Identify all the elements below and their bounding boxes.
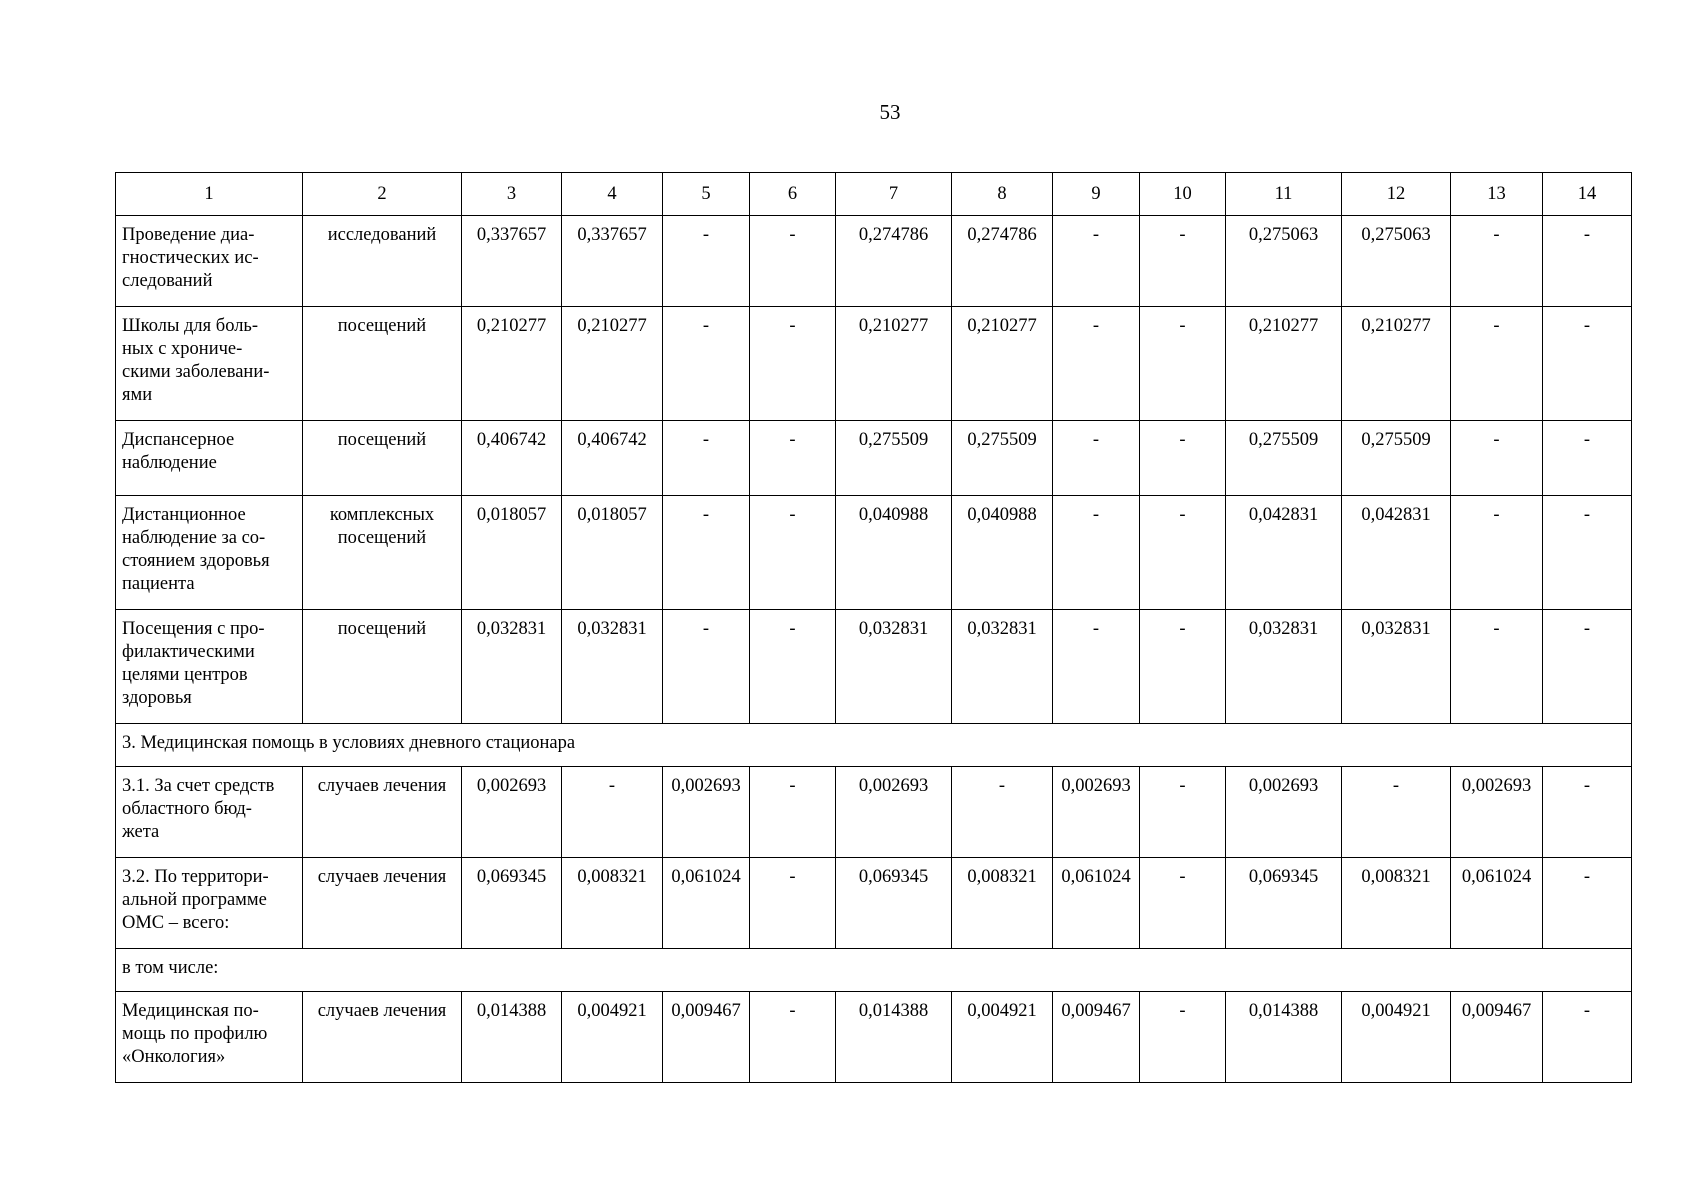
value-cell: 0,210277: [836, 307, 952, 421]
indicator-name: Посещения с про- филактическими целями центров здоровья: [116, 610, 303, 724]
table-row: [116, 496, 1632, 610]
column-header: 3: [462, 173, 562, 216]
value-cell: -: [1053, 496, 1140, 610]
page-number: 53: [879, 100, 901, 124]
column-header: 10: [1140, 173, 1226, 216]
value-cell: -: [750, 992, 836, 1083]
value-cell: 0,210277: [1226, 307, 1342, 421]
value-cell: 0,008321: [562, 858, 663, 949]
unit-of-measure: случаев лечения: [303, 858, 462, 949]
value-cell: 0,032831: [1226, 610, 1342, 724]
value-cell: 0,406742: [562, 421, 663, 496]
value-cell: -: [1451, 610, 1543, 724]
column-header: 6: [750, 173, 836, 216]
column-header: 4: [562, 173, 663, 216]
value-cell: -: [1543, 610, 1632, 724]
value-cell: 0,337657: [462, 216, 562, 307]
value-cell: 0,032831: [562, 610, 663, 724]
value-cell: -: [1543, 858, 1632, 949]
value-cell: 0,210277: [952, 307, 1053, 421]
column-header: 14: [1543, 173, 1632, 216]
value-cell: 0,061024: [663, 858, 750, 949]
indicator-name: 3.2. По территори- альной программе ОМС – всего:: [116, 858, 303, 949]
value-cell: 0,004921: [952, 992, 1053, 1083]
value-cell: -: [750, 858, 836, 949]
value-cell: -: [663, 421, 750, 496]
value-cell: 0,210277: [562, 307, 663, 421]
value-cell: -: [1140, 992, 1226, 1083]
value-cell: 0,002693: [1226, 767, 1342, 858]
value-cell: -: [663, 307, 750, 421]
value-cell: 0,004921: [562, 992, 663, 1083]
indicator-name: Медицинская по- мощь по профилю «Онкология»: [116, 992, 303, 1083]
value-cell: 0,009467: [1053, 992, 1140, 1083]
indicator-name: Проведение диа- гностических ис- следований: [116, 216, 303, 307]
value-cell: 0,009467: [1451, 992, 1543, 1083]
value-cell: -: [750, 216, 836, 307]
value-cell: -: [1451, 421, 1543, 496]
column-header: 12: [1342, 173, 1451, 216]
unit-of-measure: посещений: [303, 610, 462, 724]
value-cell: -: [562, 767, 663, 858]
indicator-name: 3.1. За счет средств областного бюд- жета: [116, 767, 303, 858]
value-cell: 0,002693: [836, 767, 952, 858]
value-cell: -: [750, 610, 836, 724]
value-cell: -: [1451, 216, 1543, 307]
value-cell: 0,406742: [462, 421, 562, 496]
value-cell: 0,032831: [836, 610, 952, 724]
value-cell: -: [1543, 421, 1632, 496]
unit-of-measure: случаев лечения: [303, 992, 462, 1083]
value-cell: -: [1140, 496, 1226, 610]
table-row: [116, 216, 1632, 307]
table-row: [116, 421, 1632, 496]
indicator-name: Диспансерное наблюдение: [116, 421, 303, 496]
value-cell: -: [1342, 767, 1451, 858]
value-cell: 0,040988: [836, 496, 952, 610]
value-cell: 0,061024: [1053, 858, 1140, 949]
column-header: 1: [116, 173, 303, 216]
value-cell: 0,004921: [1342, 992, 1451, 1083]
indicators-table: [115, 172, 1632, 1083]
value-cell: -: [1140, 307, 1226, 421]
value-cell: -: [1140, 610, 1226, 724]
value-cell: -: [1053, 307, 1140, 421]
value-cell: 0,002693: [462, 767, 562, 858]
value-cell: 0,275509: [952, 421, 1053, 496]
value-cell: 0,032831: [1342, 610, 1451, 724]
section-title: в том числе:: [116, 949, 1632, 992]
value-cell: -: [1140, 216, 1226, 307]
value-cell: 0,008321: [952, 858, 1053, 949]
value-cell: 0,002693: [1451, 767, 1543, 858]
value-cell: -: [1053, 421, 1140, 496]
section-row: [116, 949, 1632, 992]
header-row: [116, 173, 1632, 216]
value-cell: 0,069345: [1226, 858, 1342, 949]
unit-of-measure: исследований: [303, 216, 462, 307]
value-cell: -: [1140, 767, 1226, 858]
value-cell: 0,069345: [462, 858, 562, 949]
indicator-name: Школы для боль- ных с хрониче- скими заболевани- ями: [116, 307, 303, 421]
value-cell: -: [1543, 496, 1632, 610]
value-cell: -: [750, 767, 836, 858]
value-cell: 0,040988: [952, 496, 1053, 610]
value-cell: -: [1140, 858, 1226, 949]
value-cell: 0,275063: [1342, 216, 1451, 307]
value-cell: -: [1543, 767, 1632, 858]
unit-of-measure: посещений: [303, 307, 462, 421]
column-header: 8: [952, 173, 1053, 216]
table-row: [116, 858, 1632, 949]
value-cell: -: [1451, 307, 1543, 421]
value-cell: -: [663, 496, 750, 610]
value-cell: 0,018057: [462, 496, 562, 610]
column-header: 7: [836, 173, 952, 216]
column-header: 9: [1053, 173, 1140, 216]
column-header: 11: [1226, 173, 1342, 216]
value-cell: -: [750, 421, 836, 496]
value-cell: 0,210277: [1342, 307, 1451, 421]
table-row: [116, 767, 1632, 858]
value-cell: 0,275509: [1342, 421, 1451, 496]
value-cell: 0,032831: [952, 610, 1053, 724]
value-cell: -: [1543, 216, 1632, 307]
value-cell: -: [1053, 216, 1140, 307]
value-cell: 0,018057: [562, 496, 663, 610]
value-cell: -: [663, 610, 750, 724]
value-cell: 0,275063: [1226, 216, 1342, 307]
value-cell: 0,337657: [562, 216, 663, 307]
value-cell: 0,042831: [1226, 496, 1342, 610]
value-cell: 0,014388: [836, 992, 952, 1083]
column-header: 13: [1451, 173, 1543, 216]
value-cell: -: [750, 496, 836, 610]
value-cell: 0,002693: [1053, 767, 1140, 858]
value-cell: -: [663, 216, 750, 307]
value-cell: 0,210277: [462, 307, 562, 421]
value-cell: 0,002693: [663, 767, 750, 858]
value-cell: 0,274786: [836, 216, 952, 307]
value-cell: -: [1543, 992, 1632, 1083]
table-row: [116, 307, 1632, 421]
value-cell: 0,032831: [462, 610, 562, 724]
value-cell: 0,009467: [663, 992, 750, 1083]
value-cell: -: [1053, 610, 1140, 724]
table-row: [116, 992, 1632, 1083]
unit-of-measure: комплексных посещений: [303, 496, 462, 610]
table-body: [116, 216, 1632, 1083]
value-cell: 0,014388: [1226, 992, 1342, 1083]
indicator-name: Дистанционное наблюдение за со- стоянием здоровья пациента: [116, 496, 303, 610]
section-title: 3. Медицинская помощь в условиях дневного стационара: [116, 724, 1632, 767]
value-cell: 0,042831: [1342, 496, 1451, 610]
column-header: 5: [663, 173, 750, 216]
value-cell: 0,274786: [952, 216, 1053, 307]
unit-of-measure: посещений: [303, 421, 462, 496]
section-row: [116, 724, 1632, 767]
value-cell: 0,069345: [836, 858, 952, 949]
value-cell: -: [1543, 307, 1632, 421]
value-cell: -: [952, 767, 1053, 858]
unit-of-measure: случаев лечения: [303, 767, 462, 858]
value-cell: 0,061024: [1451, 858, 1543, 949]
value-cell: -: [1451, 496, 1543, 610]
column-header: 2: [303, 173, 462, 216]
value-cell: 0,275509: [1226, 421, 1342, 496]
value-cell: -: [1140, 421, 1226, 496]
value-cell: 0,008321: [1342, 858, 1451, 949]
table-row: [116, 610, 1632, 724]
value-cell: 0,014388: [462, 992, 562, 1083]
value-cell: 0,275509: [836, 421, 952, 496]
value-cell: -: [750, 307, 836, 421]
